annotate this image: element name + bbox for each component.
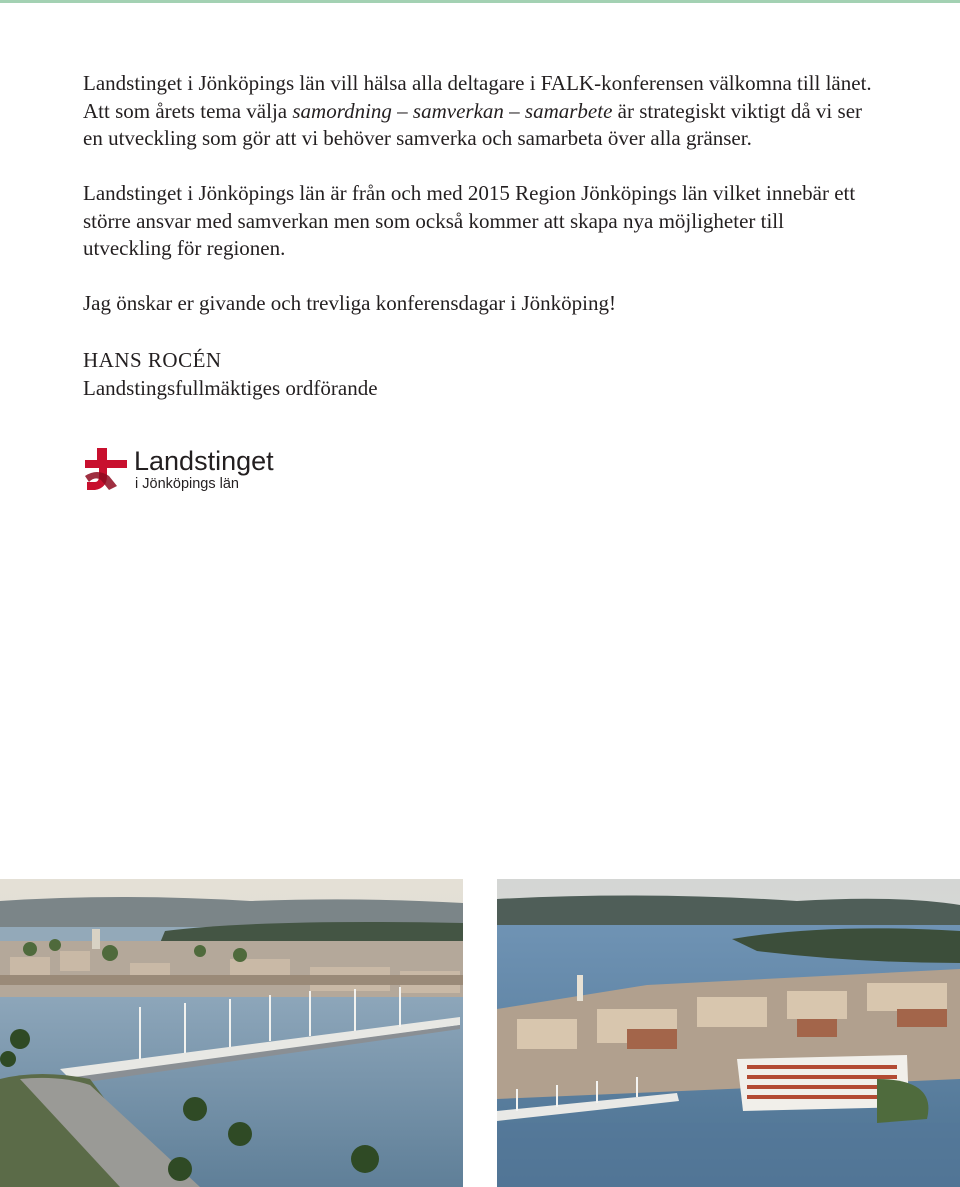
photo-city-lakeside xyxy=(497,879,960,1187)
photo-bridge-aerial xyxy=(0,879,463,1187)
paragraph-intro xyxy=(83,70,873,153)
logo-subtitle: i Jönköpings län xyxy=(135,476,239,492)
intro-text-start: Landstinget i Jönköpings län vill hälsa alla deltagare i FALK-konferensen välkomna till länet. Att som årets tema välja xyxy=(83,71,872,123)
signer-title: Landstingsfullmäktiges ordförande xyxy=(83,375,378,400)
paragraph-greeting: Jag önskar er givande och trevliga konferensdagar i Jönköping! xyxy=(83,291,616,315)
welcome-letter xyxy=(83,70,873,402)
logo-name: Landstinget xyxy=(134,446,274,476)
top-accent-rule xyxy=(0,0,960,3)
paragraph-region: Landstinget i Jönköpings län är från och med 2015 Region Jönköpings län vilket innebär ett större ansvar med samverkan men som också kommer att skapa nya möjligheter till utveckling för regionen. xyxy=(83,181,856,260)
landstinget-logo xyxy=(83,446,293,494)
intro-text-end: är strategiskt viktigt då vi ser en utveckling som gör att vi behöver samverka och samarbeta över alla gränser. xyxy=(83,98,863,150)
signer-name: HANS ROCÉN xyxy=(83,347,222,372)
conference-theme: samordning – samverkan – samarbete xyxy=(292,98,613,123)
logo-cross-icon xyxy=(83,446,129,492)
